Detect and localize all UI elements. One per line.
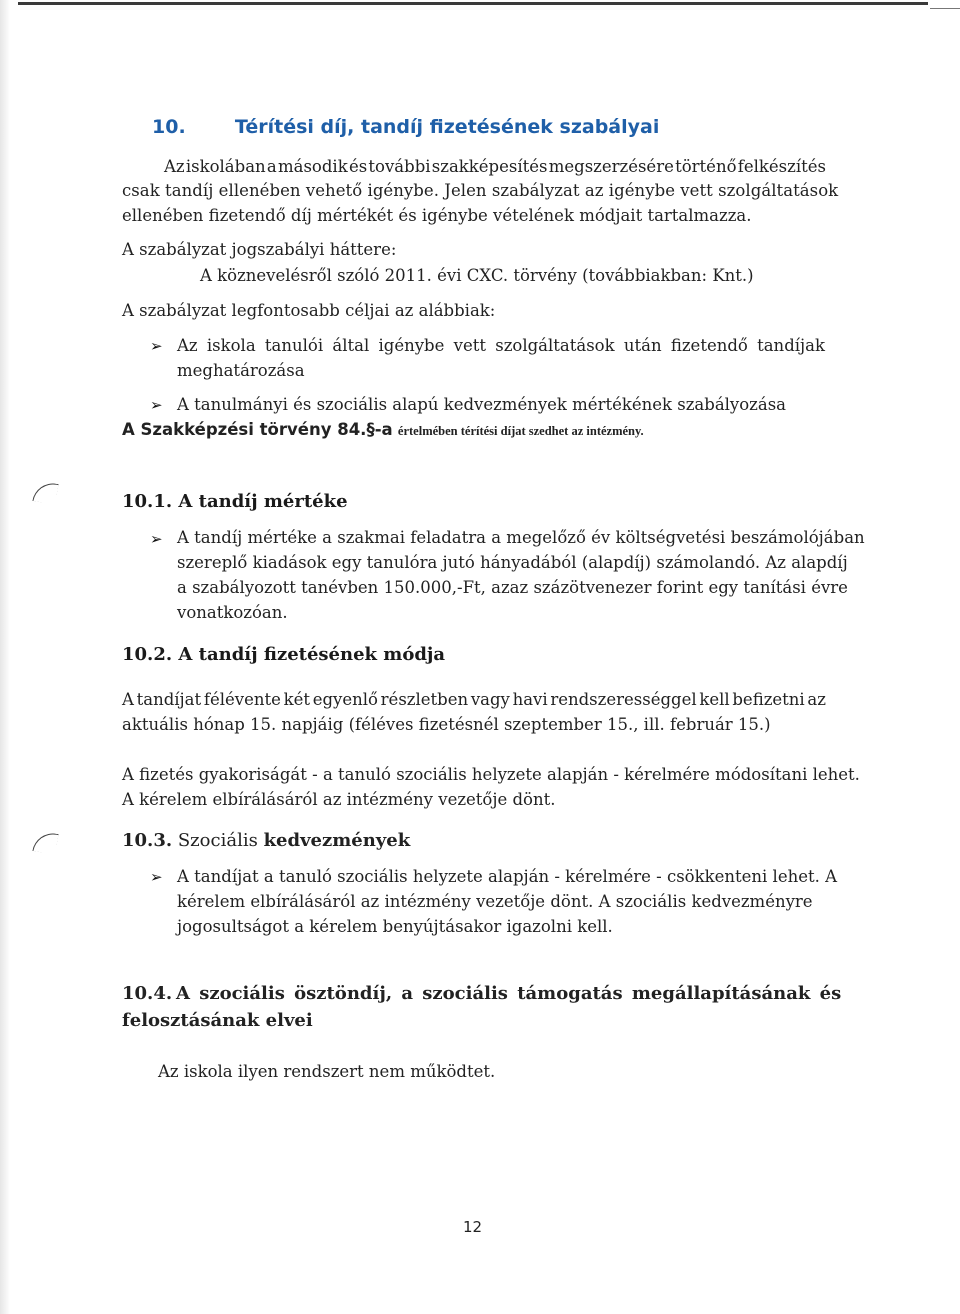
goals-label: A szabályzat legfontosabb céljai az alábbiak: <box>122 301 496 320</box>
paragraph-line: szereplő kiadások egy tanulóra jutó hányadából (alapdíj) számolandó. Az alapdíj <box>177 553 848 572</box>
subsection-heading: 10.2. A tandíj fizetésének módja <box>122 644 446 665</box>
intro-line: ellenében fizetendő díj mértékét és igénybe vételének módjait tartalmazza. <box>122 206 752 225</box>
arrow-bullet-icon: ➢ <box>150 868 163 886</box>
subsection-heading: 10.1. A tandíj mértéke <box>122 491 348 512</box>
intro-line: Az iskolában a második és további szakképesítés megszerzésére történő felkészítés <box>164 157 826 176</box>
scan-edge-shadow <box>0 0 10 1314</box>
goal-item: A tanulmányi és szociális alapú kedvezmények mértékének szabályozása <box>177 395 787 414</box>
punch-hole-mark <box>32 830 58 855</box>
intro-line: csak tandíj ellenében vehető igénybe. Jelen szabályzat az igénybe vett szolgáltatások <box>122 181 839 200</box>
legal-background-label: A szabályzat jogszabályi háttere: <box>122 240 397 259</box>
page-number: 12 <box>463 1218 483 1236</box>
paragraph-line: A tandíjat a tanuló szociális helyzete alapján - kérelmére - csökkenteni lehet. A <box>177 867 838 886</box>
goal-item-continued: meghatározása <box>177 361 305 380</box>
legal-background-item: A köznevelésről szóló 2011. évi CXC. törvény (továbbiakban: Knt.) <box>200 266 754 285</box>
punch-hole-mark <box>32 480 58 505</box>
paragraph-line: vonatkozóan. <box>177 603 288 622</box>
arrow-bullet-icon: ➢ <box>150 396 163 414</box>
subsection-heading: 10.4. <box>122 983 173 1004</box>
paragraph-line: kérelem elbírálásáról az intézmény vezetője dönt. A szociális kedvezményre <box>177 892 813 911</box>
paragraph-line: A kérelem elbírálásáról az intézmény vezetője dönt. <box>122 790 556 809</box>
arrow-bullet-icon: ➢ <box>150 337 163 355</box>
paragraph-line: A tandíjat félévente két egyenlő részletben vagy havi rendszerességgel kell befizetni az <box>122 690 826 709</box>
section-title: Térítési díj, tandíj fizetésének szabályai <box>234 116 660 138</box>
goal-item: Az iskola tanulói által igénybe vett szolgáltatások után fizetendő tandíjak <box>177 336 825 355</box>
scan-top-line <box>18 2 928 5</box>
paragraph-line: A fizetés gyakoriságát - a tanuló szociális helyzete alapján - kérelmére módosítani lehet. <box>122 765 860 784</box>
paragraph-line: Az iskola ilyen rendszert nem működtet. <box>158 1062 496 1081</box>
scan-top-right-line <box>930 8 960 9</box>
paragraph-line: jogosultságot a kérelem benyújtásakor igazolni kell. <box>177 917 613 936</box>
arrow-bullet-icon: ➢ <box>150 530 163 548</box>
paragraph-line: aktuális hónap 15. napjáig (féléves fizetésnél szeptember 15., ill. február 15.) <box>122 715 771 734</box>
law-reference: A Szakképzési törvény 84.§-a értelmében térítési díjat szedhet az intézmény. <box>122 420 644 439</box>
subsection-heading: 10.3. Szociális kedvezmények <box>122 830 411 851</box>
section-heading <box>152 116 659 138</box>
paragraph-line: A tandíj mértéke a szakmai feladatra a megelőző év költségvetési beszámolójában <box>177 528 865 547</box>
section-number: 10. <box>152 116 186 138</box>
paragraph-line: a szabályozott tanévben 150.000,-Ft, azaz százötvenezer forint egy tanítási évre <box>177 578 848 597</box>
subsection-heading-title: A szociális ösztöndíj, a szociális támogatás megállapításának és <box>176 983 842 1004</box>
subsection-heading-title: felosztásának elvei <box>122 1010 313 1031</box>
